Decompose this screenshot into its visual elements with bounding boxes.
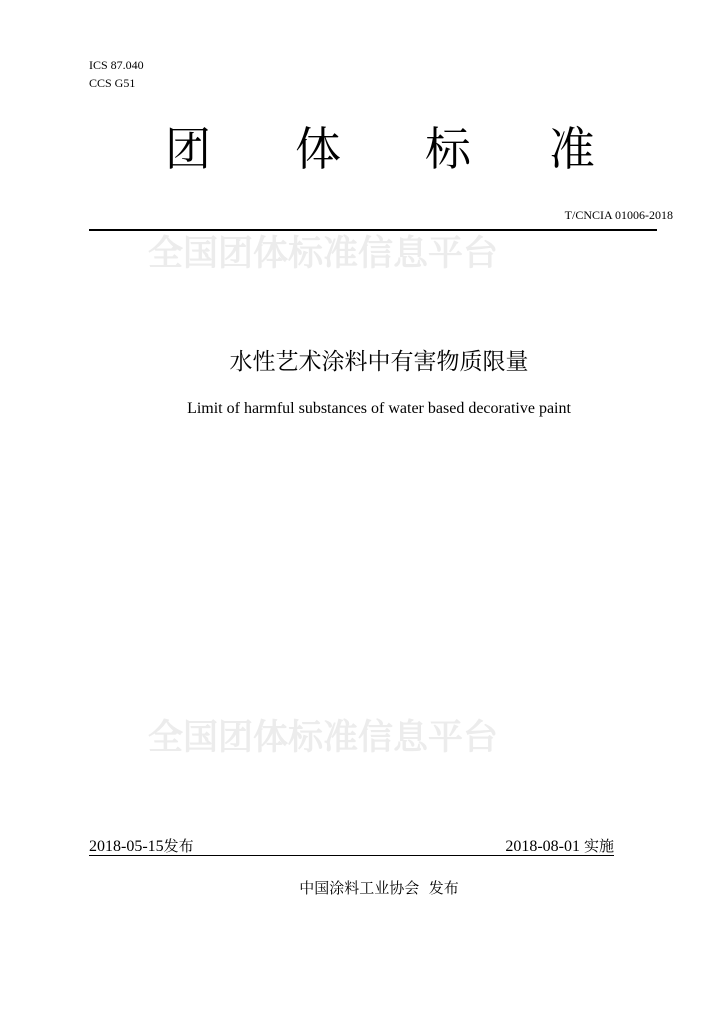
standard-number: T/CNCIA 01006-2018 [564,208,673,222]
publisher-label: 发布 [428,879,459,897]
header-divider [89,229,657,231]
document-title-chinese: 水性艺术涂料中有害物质限量 [229,349,529,375]
document-title-english: Limit of harmful substances of water based decorative paint [187,400,571,417]
publisher-line [0,878,724,898]
implementation-date: 2018-08-01 [505,838,580,855]
publisher-name: 中国涂料工业协会 [299,879,420,897]
footer-divider [89,855,614,856]
standard-type-char-3: 标 [425,122,471,176]
standard-type-char-4: 准 [549,122,595,176]
ccs-code: CCS G51 [89,76,136,90]
standard-type-char-1: 团 [165,122,211,176]
issue-label: 发布 [163,837,194,855]
ics-code: ICS 87.040 [89,58,144,72]
implementation-date-line [505,836,614,857]
implementation-label: 实施 [583,837,614,855]
standard-type-char-2: 体 [295,122,341,176]
issue-date: 2018-05-15 [89,838,164,855]
watermark-bottom: 全国团体标准信息平台 [148,718,499,758]
watermark-top: 全国团体标准信息平台 [148,234,499,274]
issue-date-line [89,836,194,857]
